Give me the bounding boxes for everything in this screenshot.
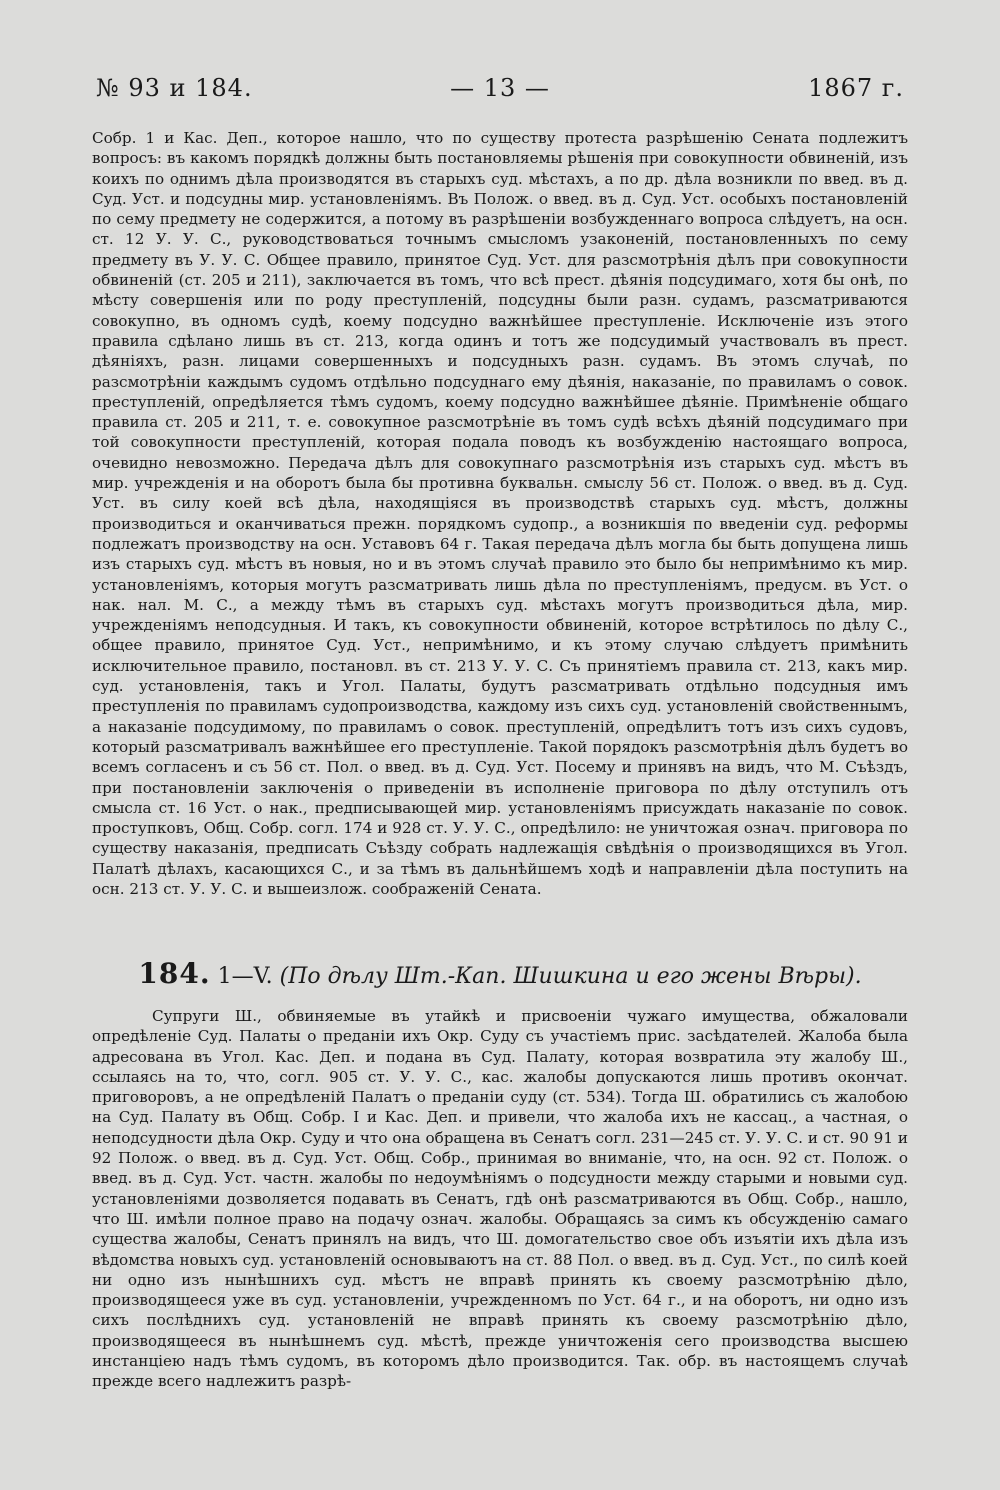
header-year: 1867 г. [808, 74, 904, 102]
section-184-heading [92, 957, 908, 990]
section-93-paragraph: Собр. 1 и Кас. Деп., которое нашло, что по существу протеста разрѣшенію Сената подлежитъ вопросъ: въ какомъ порядкѣ должны быть постановляемы рѣшенія при совокупности обвиненій, изъ коихъ по однимъ дѣла производятся въ старыхъ суд. мѣстахъ, а по др. дѣла возникли по введ. въ д. Суд. Уст. и подсудны мир. установленіямъ. Въ Полож. о введ. въ д. Суд. Уст. особыхъ постановленій по сему предмету не содержится, а потому въ разрѣшеніи возбужденнаго вопроса слѣдуетъ, на осн. ст. 12 У. У. С., руководствоваться точнымъ смысломъ узаконеній, постановленныхъ по сему предмету въ У. У. С. Общее правило, принятое Суд. Уст. для разсмотрѣнія дѣлъ при совокупности обвиненій (ст. 205 и 211), заключается въ томъ, что всѣ прест. дѣянія подсудимаго, хотя бы онѣ, по мѣсту совершенія или по роду преступленій, подсудны были разн. судамъ, разсматриваются совокупно, въ одномъ судѣ, коему подсудно важнѣйшее преступленіе. Исключеніе изъ этого правила сдѣлано лишь въ ст. 213, когда одинъ и тотъ же подсудимый участвовалъ въ прест. дѣяніяхъ, разн. лицами совершенныхъ и подсудныхъ разн. судамъ. Въ этомъ случаѣ, по разсмотрѣніи каждымъ судомъ отдѣльно подсуднаго ему дѣянія, наказаніе, по правиламъ о совок. преступленій, опредѣляется тѣмъ судомъ, коему подсудно важнѣйшее дѣяніе. Примѣненіе общаго правила ст. 205 и 211, т. е. совокупное разсмотрѣніе въ томъ судѣ всѣхъ дѣяній подсудимаго при той совокупности преступленій, которая подала поводъ къ возбужденію настоящаго вопроса, очевидно невозможно. Передача дѣлъ для совокупнаго разсмотрѣнія изъ старыхъ суд. мѣстъ въ мир. учрежденія и на оборотъ была бы противна буквальн. смыслу 56 ст. Полож. о введ. въ д. Суд. Уст. въ силу коей всѣ дѣла, находящіяся въ производствѣ старыхъ суд. мѣстъ, должны производиться и оканчиваться прежн. порядкомъ судопр., а возникшія по введеніи суд. реформы подлежатъ производству на осн. Уставовъ 64 г. Такая передача дѣлъ могла бы быть допущена лишь изъ старыхъ суд. мѣстъ въ новыя, но и въ этомъ случаѣ правило это было бы непримѣнимо къ мир. установленіямъ, которыя могутъ разсматривать лишь дѣла по преступленіямъ, предусм. въ Уст. о нак. нал. М. С., а между тѣмъ въ старыхъ суд. мѣстахъ могутъ производиться дѣла, мир. учрежденіямъ неподсудныя. И такъ, къ совокупности обвиненій, которое встрѣтилось по дѣлу С., общее правило, принятое Суд. Уст., непримѣнимо, и къ этому случаю слѣдуетъ примѣнить исключительное правило, постановл. въ ст. 213 У. У. С. Съ принятіемъ правила ст. 213, какъ мир. суд. установленія, такъ и Угол. Палаты, будутъ разсматривать отдѣльно подсудныя имъ преступленія по правиламъ судопроизводства, каждому изъ сихъ суд. установленій свойственнымъ, а наказаніе подсудимому, по правиламъ о совок. преступленій, опредѣлитъ тотъ изъ сихъ судовъ, который разсматривалъ важнѣйшее его преступленіе. Такой порядокъ разсмотрѣнія дѣлъ будетъ во всемъ согласенъ и съ 56 ст. Пол. о введ. въ д. Суд. Уст. Посему и принявъ на видъ, что М. Съѣздъ, при постановленіи заключенія о приведеніи въ исполненіе приговора по дѣлу отступилъ отъ смысла ст. 16 Уст. о нак., предписывающей мир. установленіямъ присуждать наказаніе по совок. проступковъ, Общ. Собр. согл. 174 и 928 ст. У. У. С., опредѣлило: не уничтожая означ. приговора по существу наказанія, предписать Съѣзду собрать надлежащія свѣдѣнія о производящихся въ Угол. Палатѣ дѣлахъ, касающихся С., и за тѣмъ въ дальнѣйшемъ ходѣ и направленіи дѣла поступить на осн. 213 ст. У. У. С. и вышеизлож. соображеній Сената. [92, 129, 908, 898]
section-184-title: (По дѣлу Шт.-Кап. Шишкина и его жены Вѣры). [279, 964, 862, 989]
section-184-date: 1—V. [217, 964, 273, 989]
section-184-number: 184. [138, 957, 211, 990]
section-184-body [92, 1006, 908, 1392]
header-case-numbers: № 93 и 184. [96, 74, 253, 102]
section-184-paragraph: Супруги Ш., обвиняемые въ утайкѣ и присвоеніи чужаго имущества, обжаловали опредѣленіе Суд. Палаты о преданіи ихъ Окр. Суду съ участіемъ прис. засѣдателей. Жалоба была адресована въ Угол. Кас. Деп. и подана въ Суд. Палату, которая возвратила эту жалобу Ш., ссылаясь на то, что, согл. 905 ст. У. У. С., кас. жалобы допускаются лишь противъ окончат. приговоровъ, а не опредѣленій Палатъ о преданіи суду (ст. 534). Тогда Ш. обратились съ жалобою на Суд. Палату въ Общ. Собр. I и Кас. Деп. и привели, что жалоба ихъ не кассац., а частная, о неподсудности дѣла Окр. Суду и что она обращена въ Сенатъ согл. 231—245 ст. У. У. С. и ст. 90 91 и 92 Полож. о введ. въ д. Суд. Уст. Общ. Собр., принимая во вниманіе, что, на осн. 92 ст. Полож. о введ. въ д. Суд. Уст. частн. жалобы по недоумѣніямъ о подсудности между старыми и новыми суд. установленіями дозволяется подавать въ Сенатъ, гдѣ онѣ разсматриваются въ Общ. Собр., нашло, что Ш. имѣли полное право на подачу означ. жалобы. Обращаясь за симъ къ обсужденію самаго существа жалобы, Сенатъ принялъ на видъ, что Ш. домогательство свое объ изъятіи ихъ дѣла изъ вѣдомства новыхъ суд. установленій основываютъ на ст. 88 Пол. о введ. въ д. Суд. Уст., по силѣ коей ни одно изъ нынѣшнихъ суд. мѣстъ не вправѣ принять къ своему разсмотрѣнію дѣло, производящееся уже въ суд. установленіи, учрежденномъ по Уст. 64 г., и на оборотъ, ни одно изъ сихъ послѣднихъ суд. установленій не вправѣ принять къ своему разсмотрѣнію дѣло, производящееся въ нынѣшнемъ суд. мѣстѣ, прежде уничтоженія сего производства высшею инстанціею надъ тѣмъ судомъ, въ которомъ дѣло производится. Так. обр. въ настоящемъ случаѣ прежде всего надлежитъ разрѣ- [92, 1007, 908, 1391]
page-header [96, 74, 904, 114]
section-93-body [92, 128, 908, 899]
page-number: — 13 — [450, 74, 550, 102]
